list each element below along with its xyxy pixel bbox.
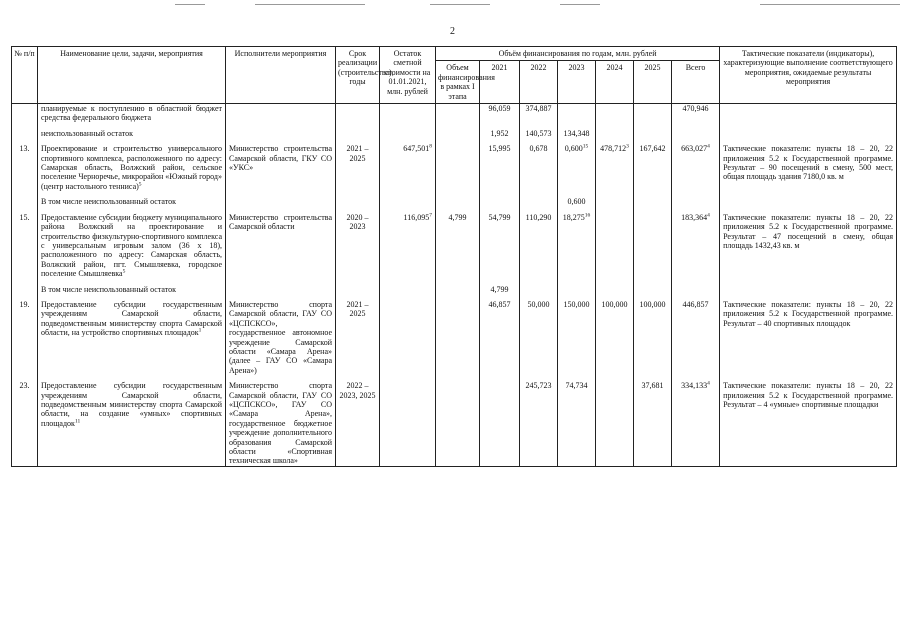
cell-indicators (720, 213, 897, 279)
footnote-mark: 4 (707, 380, 710, 387)
cell-2022-text: 245,723 (525, 381, 552, 391)
header-term: Срок реализации (строительства), годы (336, 47, 380, 104)
cell-indicators (720, 285, 897, 294)
cell-total (672, 213, 720, 279)
cell-term (336, 129, 380, 138)
table-row (12, 300, 897, 375)
cell-2024-text: 478,712 (600, 144, 627, 154)
cell-name (38, 129, 226, 138)
cell-2021 (480, 104, 520, 123)
cell-2023-text: 150,000 (563, 299, 590, 309)
table-row (12, 129, 897, 138)
footnote-mark: 1 (198, 327, 202, 334)
cell-name (38, 144, 226, 191)
cell-stage1-text: 4,799 (448, 212, 467, 222)
cell-2022 (520, 144, 558, 191)
cell-2024 (596, 285, 634, 294)
cell-2021 (480, 144, 520, 191)
header-2023: 2023 (558, 61, 596, 104)
cell-stage1 (436, 144, 480, 191)
cell-2022 (520, 300, 558, 375)
header-executors: Исполнители мероприятия (226, 47, 336, 104)
cell-2022 (520, 197, 558, 206)
cell-2023 (558, 129, 596, 138)
cell-2022-text: 140,573 (525, 128, 552, 138)
cell-executors (226, 197, 336, 206)
cell-name (38, 300, 226, 375)
cell-indicators (720, 300, 897, 375)
cell-2025-text: 100,000 (639, 299, 666, 309)
cell-2023 (558, 104, 596, 123)
cell-name-text: В том числе неиспользованный остаток (41, 284, 177, 294)
cell-2025 (634, 197, 672, 206)
cell-2021 (480, 300, 520, 375)
cell-2024 (596, 300, 634, 375)
header-2025: 2025 (634, 61, 672, 104)
cell-2021 (480, 381, 520, 466)
cell-num-text: 15. (19, 212, 30, 222)
cell-2023 (558, 197, 596, 206)
cell-2022 (520, 285, 558, 294)
cell-2023-text: 74,734 (565, 381, 588, 391)
cell-term (336, 197, 380, 206)
cell-2025 (634, 144, 672, 191)
cell-stage1 (436, 213, 480, 279)
cell-name (38, 197, 226, 206)
cell-2023 (558, 144, 596, 191)
cell-term-text: 2021 – 2025 (346, 299, 369, 319)
cell-indicators-text: Тактические показатели: пункты 18 – 20, 22 приложения 5.2 к Государственной программе. Результат – 40 спортивных площадок (723, 299, 894, 328)
cell-total (672, 381, 720, 466)
cell-balance-text: 647,501 (403, 144, 430, 154)
cell-2021 (480, 129, 520, 138)
cell-stage1 (436, 285, 480, 294)
cell-indicators (720, 197, 897, 206)
cell-total (672, 285, 720, 294)
cell-executors (226, 144, 336, 191)
cell-name-text: Проектирование и строительство универсального спортивного комплекса, расположенного по адресу: Самарская область, Волжский район, сельское поселение Черноречье, микрорайон «Южный город» (центр настольного тенниса) (41, 144, 222, 191)
cell-2021-text: 96,059 (488, 104, 511, 114)
footnote-mark: 4 (707, 212, 710, 219)
cell-num (12, 197, 38, 206)
footnote-mark: 11 (74, 418, 81, 425)
cell-2023 (558, 285, 596, 294)
funding-table (11, 46, 897, 467)
cell-executors-text: Министерство спорта Самарской области, ГАУ СО «ЦСПСКСО», государственное автономное учреждение Самарской области «Самара Арена» (далее – ГАУ СО «Самара Арена») (229, 299, 332, 375)
cell-2025 (634, 300, 672, 375)
cell-2024 (596, 129, 634, 138)
cell-2025 (634, 104, 672, 123)
cell-name-text: Предоставление субсидии бюджету муниципального района Волжский на проектирование и строительство физкультурно-спортивного комплекса с универсальным игровым залом (36 х 18), расположенного по адресу: Самарская область, Волжский район, пгт. Смышляевка, городское поселение Смышляевка (41, 212, 222, 279)
footnote-mark: 8 (429, 143, 432, 150)
cell-2025 (634, 381, 672, 466)
cell-2022 (520, 213, 558, 279)
footnote-mark: 15 (582, 143, 589, 150)
cell-executors-text: Министерство строительства Самарской области, ГКУ СО «УКС» (229, 144, 332, 173)
cell-2025-text: 37,681 (641, 381, 664, 391)
cell-executors (226, 300, 336, 375)
table-row (12, 285, 897, 294)
cell-stage1 (436, 381, 480, 466)
cell-num (12, 285, 38, 294)
cell-balance (380, 381, 436, 466)
cell-2025 (634, 213, 672, 279)
cell-2022-text: 0,678 (529, 144, 548, 154)
cell-2021-text: 54,799 (488, 212, 511, 222)
cell-2022 (520, 104, 558, 123)
cell-2025 (634, 285, 672, 294)
cell-num (12, 144, 38, 191)
cell-term-text: 2021 – 2025 (346, 144, 369, 163)
cell-2021 (480, 285, 520, 294)
footnote-mark: 5 (122, 268, 126, 275)
cell-term-text: 2022 – 2023, 2025 (339, 381, 376, 400)
footnote-mark: 3 (626, 143, 629, 150)
cell-2023-text: 0,600 (567, 197, 586, 207)
cell-2021 (480, 197, 520, 206)
cell-executors (226, 285, 336, 294)
cell-2023-text: 0,600 (564, 144, 583, 154)
scan-artifacts (0, 0, 905, 8)
cell-2023-text: 134,348 (563, 128, 590, 138)
cell-executors-text: Министерство спорта Самарской области, ГАУ СО «ЦСПСКСО», ГАУ СО «Самара Арена», государственное бюджетное учреждение дополнительного образования Самарской области «Спортивная техническая школа» (229, 381, 332, 466)
cell-total-text: 334,133 (681, 381, 708, 391)
cell-executors (226, 104, 336, 123)
cell-indicators-text: Тактические показатели: пункты 18 – 20, 22 приложения 5.2 к Государственной программе. Результат – 47 посещений в смену, общая площадь 1432,43 кв. м (723, 212, 894, 250)
header-total: Всего (672, 61, 720, 104)
cell-num (12, 104, 38, 123)
cell-executors (226, 129, 336, 138)
table-row (12, 144, 897, 191)
cell-total-text: 470,946 (682, 104, 709, 114)
cell-num (12, 381, 38, 466)
cell-2021 (480, 213, 520, 279)
cell-term (336, 213, 380, 279)
cell-name-text: Предоставление субсидии государственным учреждениям Самарской области, подведомственным министерству спорта Самарской области, на создание «умных» спортивных площадок (41, 381, 222, 428)
cell-2024 (596, 213, 634, 279)
cell-term (336, 381, 380, 466)
cell-name-text: В том числе неиспользованный остаток (41, 197, 177, 207)
cell-2021-text: 1,952 (490, 128, 509, 138)
cell-num (12, 129, 38, 138)
cell-num-text: 13. (19, 144, 30, 154)
cell-indicators (720, 104, 897, 123)
cell-2024 (596, 104, 634, 123)
cell-name-text: планируемые к поступлению в областной бюджет средства федерального бюджета (41, 104, 222, 123)
header-2022: 2022 (520, 61, 558, 104)
cell-executors-text: Министерство строительства Самарской области (229, 212, 332, 232)
cell-2022-text: 374,887 (525, 104, 552, 114)
cell-balance (380, 300, 436, 375)
cell-total (672, 104, 720, 123)
page-number: 2 (450, 26, 455, 37)
header-row-1 (12, 47, 897, 61)
cell-num-text: 23. (19, 381, 30, 391)
cell-2022 (520, 381, 558, 466)
cell-stage1 (436, 104, 480, 123)
cell-balance (380, 104, 436, 123)
cell-2024 (596, 197, 634, 206)
cell-total-text: 183,364 (681, 212, 708, 222)
cell-indicators (720, 144, 897, 191)
cell-total (672, 197, 720, 206)
header-stage1: Объем финансирования в рамках I этапа (436, 61, 480, 104)
cell-name-text: Предоставление субсидии государственным учреждениям Самарской области, подведомственным министерству спорта Самарской области, на устройство спортивных площадок (41, 299, 222, 338)
cell-2022-text: 50,000 (527, 299, 550, 309)
cell-2021-text: 4,799 (490, 284, 509, 294)
cell-term (336, 144, 380, 191)
cell-name (38, 104, 226, 123)
cell-balance (380, 197, 436, 206)
cell-2023 (558, 300, 596, 375)
cell-balance-text: 116,095 (403, 212, 430, 222)
cell-balance (380, 213, 436, 279)
cell-num-text: 19. (19, 299, 30, 309)
cell-balance (380, 144, 436, 191)
cell-2023-text: 18,275 (562, 212, 585, 222)
cell-num (12, 300, 38, 375)
cell-num (12, 213, 38, 279)
table-row (12, 213, 897, 279)
table-row (12, 381, 897, 466)
cell-name-text: неиспользованный остаток (41, 128, 133, 138)
footnote-mark: 16 (584, 212, 591, 219)
footnote-mark: 5 (138, 181, 142, 188)
table-body (12, 104, 897, 467)
cell-2025-text: 167,642 (639, 144, 666, 154)
cell-total (672, 129, 720, 138)
cell-indicators (720, 129, 897, 138)
cell-indicators-text: Тактические показатели: пункты 18 – 20, 22 приложения 5.2 к Государственной программе. Результат – 4 «умные» спортивные площадки (723, 381, 894, 409)
cell-2022-text: 110,290 (525, 212, 552, 222)
footnote-mark: 4 (707, 143, 710, 150)
cell-term-text: 2020 – 2023 (346, 212, 369, 232)
cell-total-text: 663,027 (681, 144, 708, 154)
cell-total (672, 300, 720, 375)
cell-stage1 (436, 129, 480, 138)
header-name: Наименование цели, задачи, мероприятия (38, 47, 226, 104)
footnote-mark: 7 (429, 212, 432, 219)
table-row (12, 197, 897, 206)
cell-stage1 (436, 300, 480, 375)
header-2024: 2024 (596, 61, 634, 104)
cell-2024 (596, 144, 634, 191)
cell-2025 (634, 129, 672, 138)
cell-indicators (720, 381, 897, 466)
cell-term (336, 104, 380, 123)
cell-2021-text: 15,995 (488, 144, 511, 154)
header-2021: 2021 (480, 61, 520, 104)
header-balance: Остаток сметной стоимости на 01.01.2021, млн. рублей (380, 47, 436, 104)
cell-name (38, 381, 226, 466)
cell-name (38, 285, 226, 294)
cell-balance (380, 129, 436, 138)
cell-2022 (520, 129, 558, 138)
cell-2021-text: 46,857 (488, 299, 511, 309)
cell-term (336, 300, 380, 375)
cell-2023 (558, 213, 596, 279)
cell-stage1 (436, 197, 480, 206)
cell-total (672, 144, 720, 191)
cell-2024 (596, 381, 634, 466)
cell-indicators-text: Тактические показатели: пункты 18 – 20, 22 приложения 5.2 к Государственной программе. Результат – 90 посещений в смену, 500 мест, общая площадь здания 7180,0 кв. м (723, 144, 894, 182)
cell-total-text: 446,857 (682, 299, 709, 309)
cell-executors (226, 213, 336, 279)
cell-executors (226, 381, 336, 466)
header-funding-group: Объём финансирования по годам, млн. рублей (436, 47, 720, 61)
cell-2023 (558, 381, 596, 466)
cell-name (38, 213, 226, 279)
table-row (12, 104, 897, 123)
cell-2024-text: 100,000 (601, 299, 628, 309)
header-num: № п/п (12, 47, 38, 104)
cell-balance (380, 285, 436, 294)
cell-term (336, 285, 380, 294)
header-indicators: Тактические показатели (индикаторы), характеризующие выполнение соответствующего мероприятия, ожидаемые результаты мероприятия (720, 47, 897, 104)
